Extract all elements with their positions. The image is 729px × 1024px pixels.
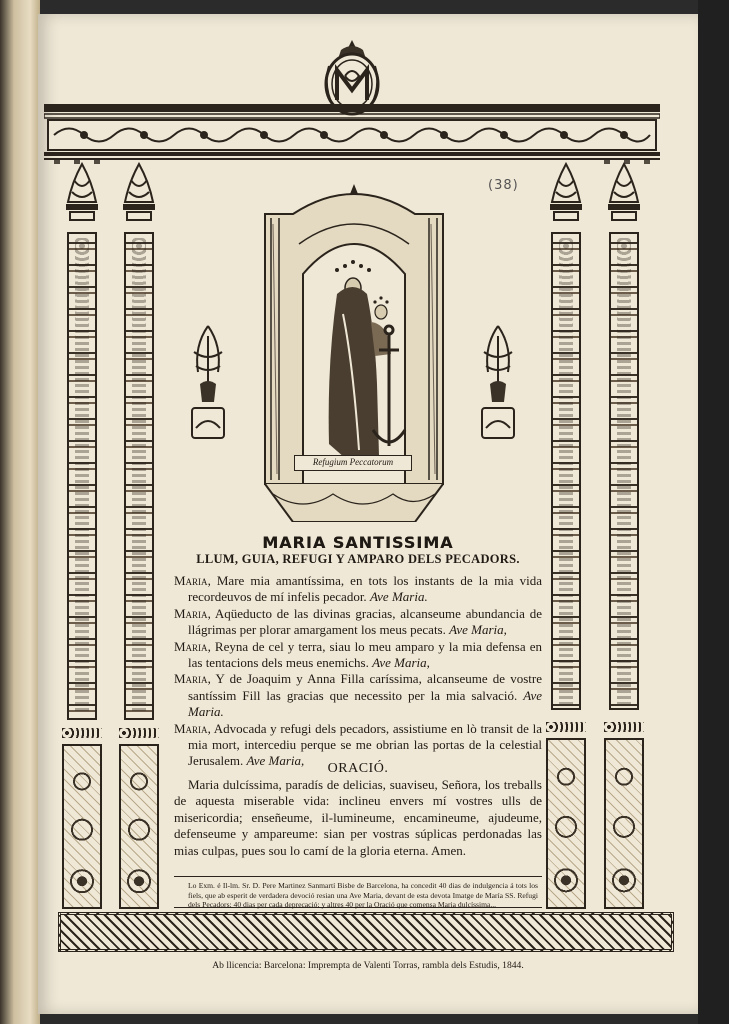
oracio-heading: ORACIÓ.: [327, 761, 389, 776]
print-page: [38, 14, 698, 1014]
divider-rule: [174, 907, 542, 908]
oracio-text: Maria dulcíssima, paradís de delicias, suaviseu, Señora, los treballs de aquesta miserable vida: inclineu envers mí vostres ulls de misericordia; enseñeume, il-lumineume, encamineume, ajudeume, defenseume y ampareume: sian per vostras súplicas perdonadas las mias culpas, pues sou lo camí de la gloria eterna. Amen.: [174, 777, 542, 858]
invocation-name: Maria: [174, 671, 208, 687]
vase-ornament-icon: [188, 322, 228, 442]
bottom-frieze: [58, 912, 674, 952]
vase-ornament-icon: [478, 322, 518, 442]
invocation-paragraph: [174, 671, 542, 720]
invocation-text: , Aqüeducto de las divinas gracias, alcanseume abundancia de llágrimas per plorar amargament los meus pecats.: [188, 605, 542, 638]
column-band: [62, 728, 102, 738]
ornamental-cornice: [44, 104, 660, 164]
invocation-paragraph: [174, 639, 542, 672]
invocation-name: Maria: [174, 720, 208, 736]
column-pedestal-right-inner: [546, 738, 586, 909]
oracio-block: [174, 777, 542, 859]
invocation-text: , Mare mia amantíssima, en tots los instants de la mia vida recordeuvos de mí infelis pecador.: [188, 573, 542, 605]
column-band: [119, 728, 159, 738]
invocation-name: Maria: [174, 605, 208, 621]
ave-maria: Ave Maria.: [369, 589, 428, 605]
column-pedestal-left-outer: [62, 744, 102, 909]
column-pedestal-right-outer: [604, 738, 644, 909]
invocation-name: Maria: [174, 638, 208, 654]
column-band: [546, 722, 586, 732]
column-capital-icon: [606, 162, 642, 222]
printer-imprint: Ab llicencia: Barcelona: Imprempta de Valenti Torras, rambla dels Estudis, 1844.: [212, 960, 524, 971]
virgin-and-child-engraving: [263, 184, 445, 522]
invocation-text: , Advocada y refugi dels pecadors, assistiume en lò transit de la mia mort, intercediu perque se me obrian las portas de la celestial Jerusalem.: [188, 720, 542, 769]
right-outer-column: [609, 232, 639, 710]
ave-maria: Ave Maria,: [246, 753, 305, 769]
invocation-text: , Reyna de cel y terra, siau lo meu amparo y la mia defensa en las tentacions dels meus enemichs.: [188, 638, 542, 671]
right-inner-column: [551, 232, 581, 710]
invocation-paragraph: [174, 606, 542, 639]
page-number-mark: (38): [488, 178, 519, 193]
book-binding: [0, 0, 40, 1024]
invocation-text: , Y de Joaquim y Anna Filla caríssima, alcanseume de vostre santíssim Fill las gracias que necessito per la mia salvació.: [188, 671, 542, 703]
page-subtitle: LLUM, GUIA, REFUGI Y AMPARO DELS PECADORS.: [196, 552, 520, 566]
page-title: MARIA SANTISSIMA: [262, 533, 454, 552]
invocations-text: [174, 573, 542, 770]
column-capital-icon: [548, 162, 584, 222]
ave-maria: Ave Maria.: [188, 687, 543, 720]
column-capital-icon: [64, 162, 100, 222]
left-inner-column: [124, 232, 154, 720]
scan-background: [698, 0, 729, 1024]
ave-maria: Ave Maria,: [372, 655, 430, 671]
invocation-name: Maria: [174, 573, 208, 588]
divider-rule: [174, 876, 542, 877]
column-pedestal-left-inner: [119, 744, 159, 909]
ave-maria: Ave Maria,: [449, 622, 507, 638]
column-band: [604, 722, 644, 732]
invocation-paragraph: [174, 573, 542, 606]
indulgence-note: Lo Exm. é Il-lm. Sr. D. Pere Martinez Sanmartí Bisbe de Barcelona, ha concedit 40 dias de indulgencia á tots los fiels, que ab esperit de verdadera devoció resian una Ave Maria, devant de esta devota Imatge de María SS. Refugi dels Pecadors: 40 dias per cada deprecació; y altres 40 per la Oració que comensa Maria dulcíssima...: [188, 881, 538, 910]
left-outer-column: [67, 232, 97, 720]
column-capital-icon: [121, 162, 157, 222]
image-caption: Refugium Peccatorum: [294, 455, 412, 471]
